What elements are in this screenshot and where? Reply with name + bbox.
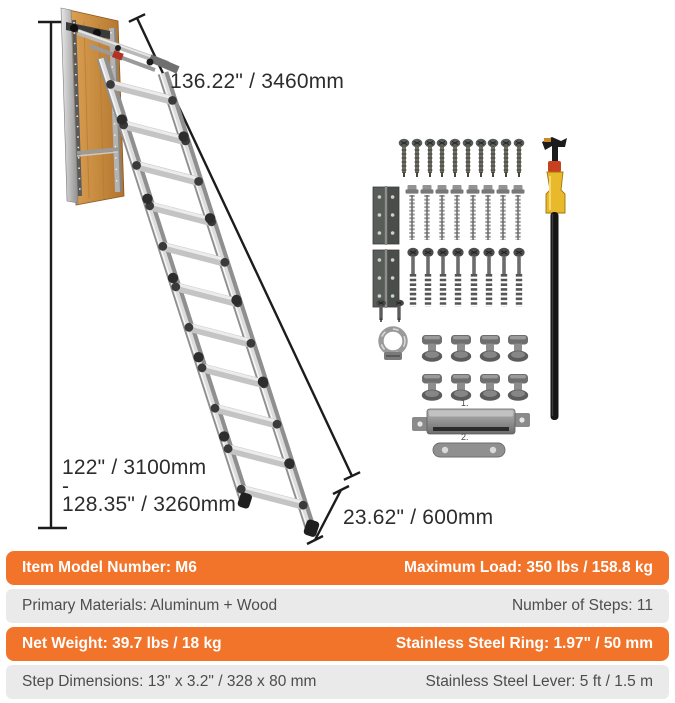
ladder-length-label: 136.22" / 3460mm: [170, 70, 345, 93]
spec-row-weight-ring: [6, 627, 669, 661]
spec-maximum-load: Maximum Load: 350 lbs / 158.8 kg: [404, 559, 653, 576]
height-range-separator: -: [62, 474, 70, 498]
spring-bolts-row: [406, 185, 525, 240]
bottom-section-length-label: 23.62" / 600mm: [343, 506, 494, 529]
spec-steel-lever: Stainless Steel Lever: 5 ft / 1.5 m: [425, 673, 653, 690]
height-extended-label: 128.35" / 3260mm: [62, 493, 237, 516]
hardware-kit: [373, 137, 567, 457]
spec-step-dimensions: Step Dimensions: 13" x 3.2" / 328 x 80 mm: [22, 673, 317, 690]
spec-net-weight: Net Weight: 39.7 lbs / 18 kg: [22, 635, 222, 652]
spec-steel-ring: Stainless Steel Ring: 1.97" / 50 mm: [395, 635, 653, 652]
wood-screws-row: [399, 139, 525, 177]
spec-primary-materials: Primary Materials: Aluminum + Wood: [22, 597, 278, 614]
spec-row-materials-steps: [6, 589, 669, 623]
hook-pole-lever: [542, 137, 567, 420]
dimension-line-vertical-height: [38, 22, 67, 528]
hardware-part-number-1: 1.: [461, 398, 469, 408]
spec-row-stepdim-lever: [6, 665, 669, 699]
ladder-height-range-label: [62, 456, 237, 516]
spec-row-model-load: [6, 551, 669, 585]
stainless-steel-ring: [381, 329, 405, 360]
hardware-part-number-2: 2.: [461, 432, 469, 442]
magnetic-catch-plate: [412, 409, 530, 434]
strike-strip-plate: [433, 443, 505, 457]
ladder-steps: [106, 80, 308, 510]
spec-number-of-steps: Number of Steps: 11: [511, 597, 653, 614]
spec-table: [6, 551, 669, 703]
hinges: [373, 186, 399, 308]
knob-bolts-grid: [422, 335, 528, 401]
height-retracted-label: 122" / 3100mm: [62, 456, 207, 479]
expansion-anchors-row: [407, 248, 524, 307]
spec-model-number: Item Model Number: M6: [22, 559, 197, 576]
